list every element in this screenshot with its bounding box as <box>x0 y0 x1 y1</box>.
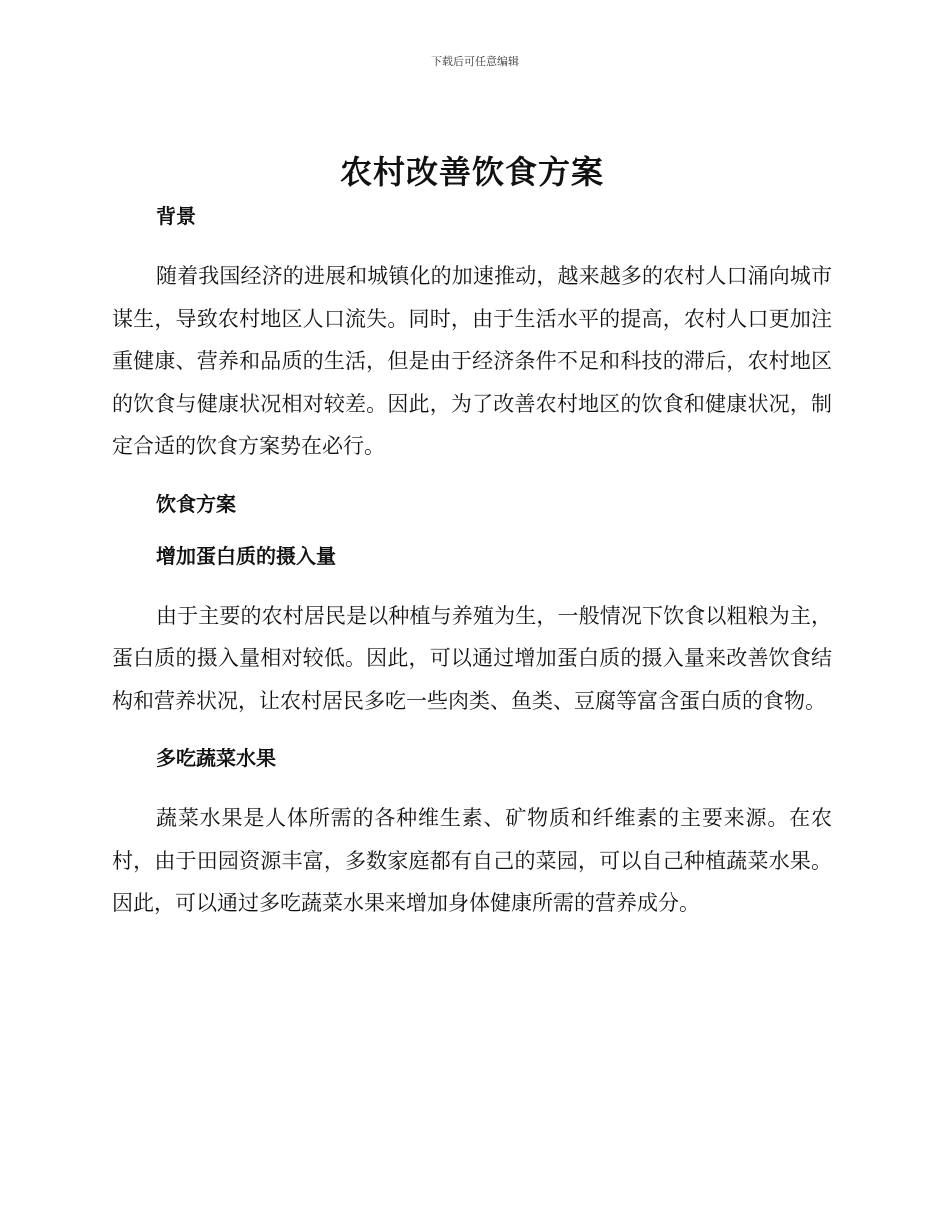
section-heading-diet-plan: 饮食方案 <box>156 491 236 516</box>
section-paragraph-protein: 由于主要的农村居民是以种植与养殖为生，一般情况下饮食以粗粮为主，蛋白质的摄入量相对较低。因此，可以通过增加蛋白质的摄入量来改善饮食结构和营养状况，让农村居民多吃一些肉类、鱼类、豆腐等富含蛋白质的食物。 <box>112 603 832 713</box>
section-heading-protein: 增加蛋白质的摄入量 <box>156 543 336 568</box>
page-header-note: 下载后可任意编辑 <box>431 55 519 68</box>
document-body <box>112 150 832 925</box>
section-paragraph-vegetables: 蔬菜水果是人体所需的各种维生素、矿物质和纤维素的主要来源。在农村，由于田园资源丰富，多数家庭都有自己的菜园，可以自己种植蔬菜水果。因此，可以通过多吃蔬菜水果来增加身体健康所需的营养成分。 <box>112 806 832 915</box>
document-title: 农村改善饮食方案 <box>339 153 604 191</box>
section-heading-background: 背景 <box>156 204 196 228</box>
section-heading-vegetables: 多吃蔬菜水果 <box>156 746 276 770</box>
section-paragraph-background: 随着我国经济的进展和城镇化的加速推动，越来越多的农村人口涌向城市谋生，导致农村地区人口流失。同时，由于生活水平的提高，农村人口更加注重健康、营养和品质的生活，但是由于经济条件不足和科技的滞后，农村地区的饮食与健康状况相对较差。因此，为了改善农村地区的饮食和健康状况，制定合适的饮食方案势在必行。 <box>112 264 832 458</box>
